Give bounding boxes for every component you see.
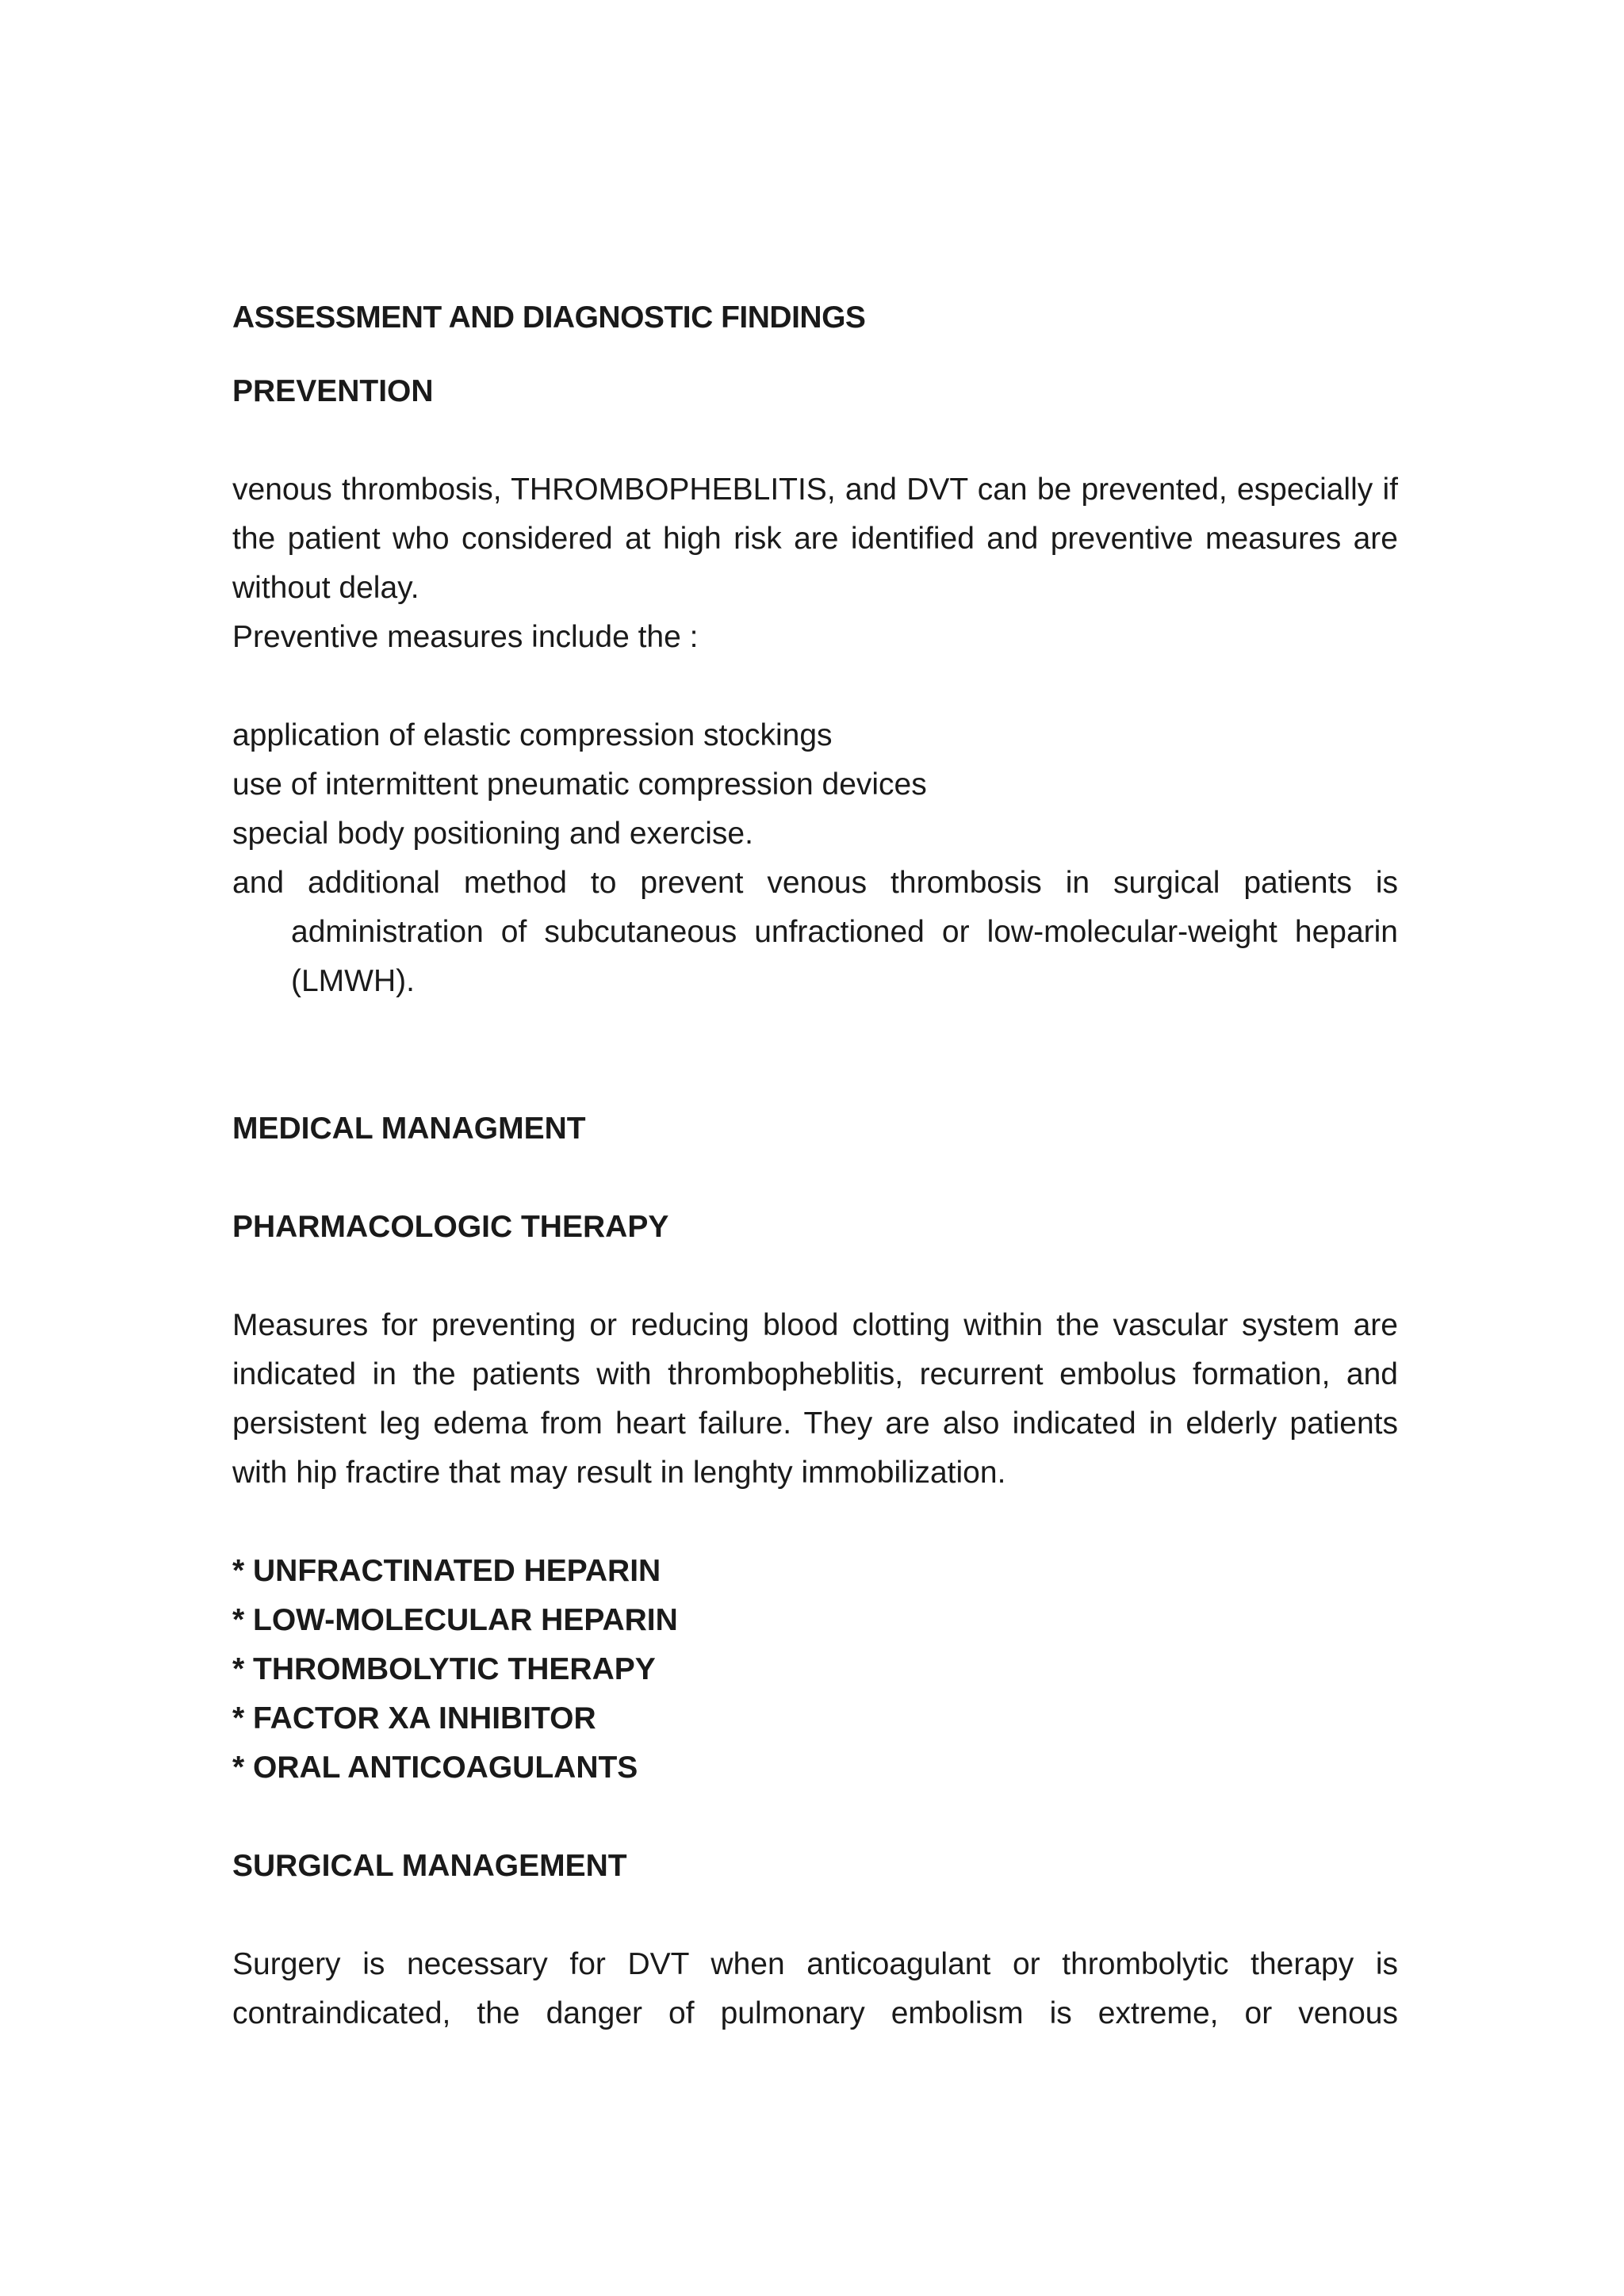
pharmacologic-therapy-paragraph: Measures for preventing or reducing blood clotting within the vascular system are indicated in the patients with thrombopheblitis, recurrent embolus formation, and persistent leg edema from heart failure. They are also indicated in elderly patients with hip fractire that may result in lenghty immobilization. bbox=[232, 1308, 1398, 1490]
therapy-item: * LOW-MOLECULAR HEPARIN bbox=[232, 1603, 678, 1637]
therapy-item: * FACTOR XA INHIBITOR bbox=[232, 1701, 596, 1735]
therapy-list bbox=[232, 1547, 1398, 1793]
prevention-intro: Preventive measures include the : bbox=[232, 620, 699, 654]
surgical-management-heading: SURGICAL MANAGEMENT bbox=[232, 1849, 627, 1883]
spacer bbox=[232, 1498, 1398, 1547]
spacer bbox=[232, 1154, 1398, 1203]
therapy-item: * ORAL ANTICOAGULANTS bbox=[232, 1751, 638, 1785]
spacer bbox=[232, 342, 1398, 367]
prevention-item: and additional method to prevent venous thrombosis in surgical patients is administration of subcutaneous unfractioned or low-molecular-weight heparin (LMWH). bbox=[232, 866, 1398, 998]
prevention-item: special body positioning and exercise. bbox=[232, 817, 753, 851]
spacer bbox=[232, 416, 1398, 465]
prevention-item: use of intermittent pneumatic compression devices bbox=[232, 767, 927, 802]
spacer bbox=[232, 662, 1398, 711]
spacer bbox=[232, 1891, 1398, 1940]
spacer bbox=[232, 1252, 1398, 1301]
prevention-item: application of elastic compression stockings bbox=[232, 718, 833, 752]
spacer bbox=[232, 1006, 1398, 1104]
therapy-item: * UNFRACTINATED HEPARIN bbox=[232, 1554, 661, 1588]
prevention-heading: PREVENTION bbox=[232, 374, 434, 408]
document-body bbox=[232, 293, 1398, 2038]
spacer bbox=[232, 1793, 1398, 1842]
prevention-paragraph: venous thrombosis, THROMBOPHEBLITIS, and DVT can be prevented, especially if the patient who considered at high risk are identified and preventive measures are without delay. bbox=[232, 473, 1398, 605]
pharmacologic-therapy-heading: PHARMACOLOGIC THERAPY bbox=[232, 1210, 669, 1244]
medical-management-heading: MEDICAL MANAGMENT bbox=[232, 1112, 586, 1146]
therapy-item: * THROMBOLYTIC THERAPY bbox=[232, 1652, 656, 1686]
section-heading: ASSESSMENT AND DIAGNOSTIC FINDINGS bbox=[232, 300, 866, 335]
surgical-management-paragraph: Surgery is necessary for DVT when anticoagulant or thrombolytic therapy is contraindicated, the danger of pulmonary embolism is extreme, or venous bbox=[232, 1947, 1398, 2030]
